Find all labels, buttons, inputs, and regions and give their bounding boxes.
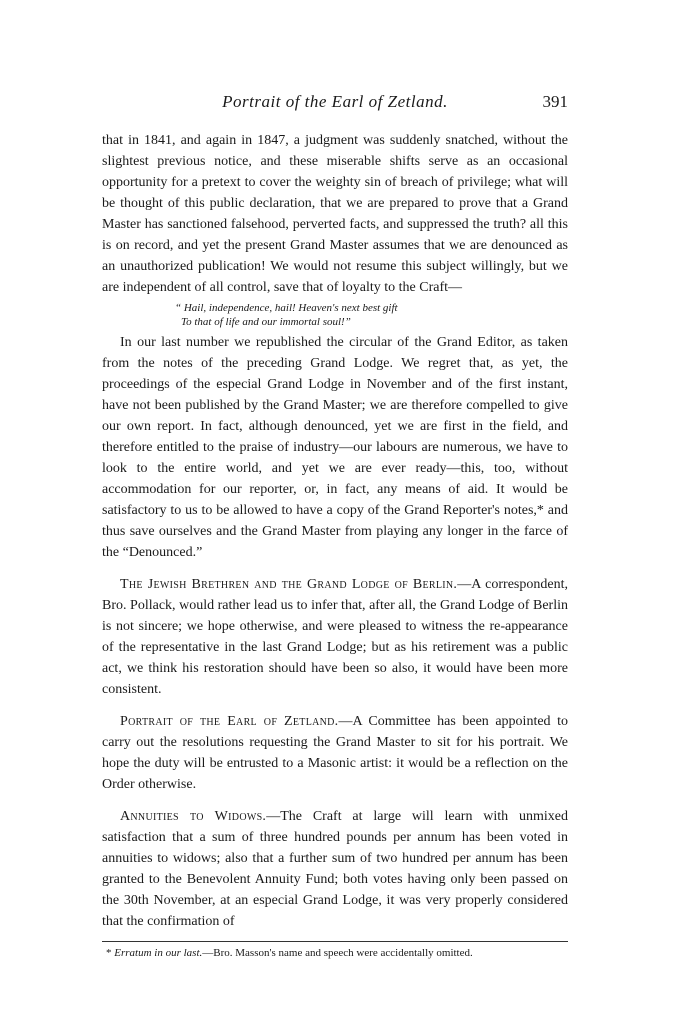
page-number: 391 [542,92,568,111]
section-heading-portrait: Portrait of the Earl of Zetland. [120,714,339,729]
section-heading-annuities: Annuities to Widows. [120,809,267,824]
footnote-marker: * [106,947,112,959]
section-jewish-brethren [102,574,568,700]
running-header [102,92,568,122]
section-portrait [102,711,568,795]
section-body-portrait: —A Committee has been appointed to carry out the resolutions requesting the Grand Master to sit for his portrait. We hope the duty will be entrusted to a Masonic artist: it would be a reflection on the Order otherwise. [102,714,568,792]
footnote [102,946,568,961]
section-annuities [102,806,568,932]
book-page [102,92,568,972]
quote-line-2: To that of life and our immortal soul!” [181,316,351,328]
section-body-jewish-brethren: —A correspondent, Bro. Pollack, would rather lead us to infer that, after all, the Grand Lodge of Berlin is not sincere; we hope otherwise, and were pleased to witness the re-appearance of the representative in the last Grand Lodge; but as his retirement was a public act, we think his restoration should have been so also, it would have been more consistent. [102,577,568,697]
footnote-label: Erratum in our last. [114,947,203,959]
quote-line-1: “ Hail, independence, hail! Heaven's next best gift [175,302,398,314]
section-heading-jewish-brethren: The Jewish Brethren and the Grand Lodge of Berlin. [120,577,458,592]
paragraph-continuation: that in 1841, and again in 1847, a judgment was suddenly snatched, without the slightest previous notice, and these miserable shifts serve as an occasional opportunity for a pretext to cover the weighty sin of breach of privilege; what will be thought of this public declaration, that we are prepared to prove that a Grand Master has sanctioned falsehood, perverted facts, and suppressed the truth? all this is on record, and yet the present Grand Master assumes that we are denounced as an unauthorized publication! We would not resume this subject willingly, but we are independent of all control, save that of loyalty to the Craft— [102,133,568,295]
running-title: Portrait of the Earl of Zetland. [222,92,448,111]
section-body-annuities: —The Craft at large will learn with unmixed satisfaction that a sum of three hundred pounds per annum has been voted in annuities to widows; also that a further sum of two hundred per annum has been granted to the Benevolent Annuity Fund; both votes having only been passed on the 30th November, at an especial Grand Lodge, it was very properly considered that the confirmation of [102,809,568,929]
footnote-text: —Bro. Masson's name and speech were accidentally omitted. [202,947,473,959]
verse-quotation [175,301,568,329]
paragraph-grand-editor: In our last number we republished the circular of the Grand Editor, as taken from the notes of the preceding Grand Lodge. We regret that, as yet, the proceedings of the especial Grand Lodge in November and of the first instant, have not been published by the Grand Master; we are therefore compelled to give our own report. In fact, although denounced, yet we are first in the field, and therefore entitled to the praise of industry—our labours are numerous, we have to look to the entire world, and yet we are ever ready—this, too, without accommodation for our reporter, or, in fact, any means of aid. It would be satisfactory to us to be allowed to have a copy of the Grand Reporter's notes,* and thus save ourselves and the Grand Master from playing any longer in the farce of the “Denounced.” [102,335,568,560]
footnote-divider [102,941,568,942]
